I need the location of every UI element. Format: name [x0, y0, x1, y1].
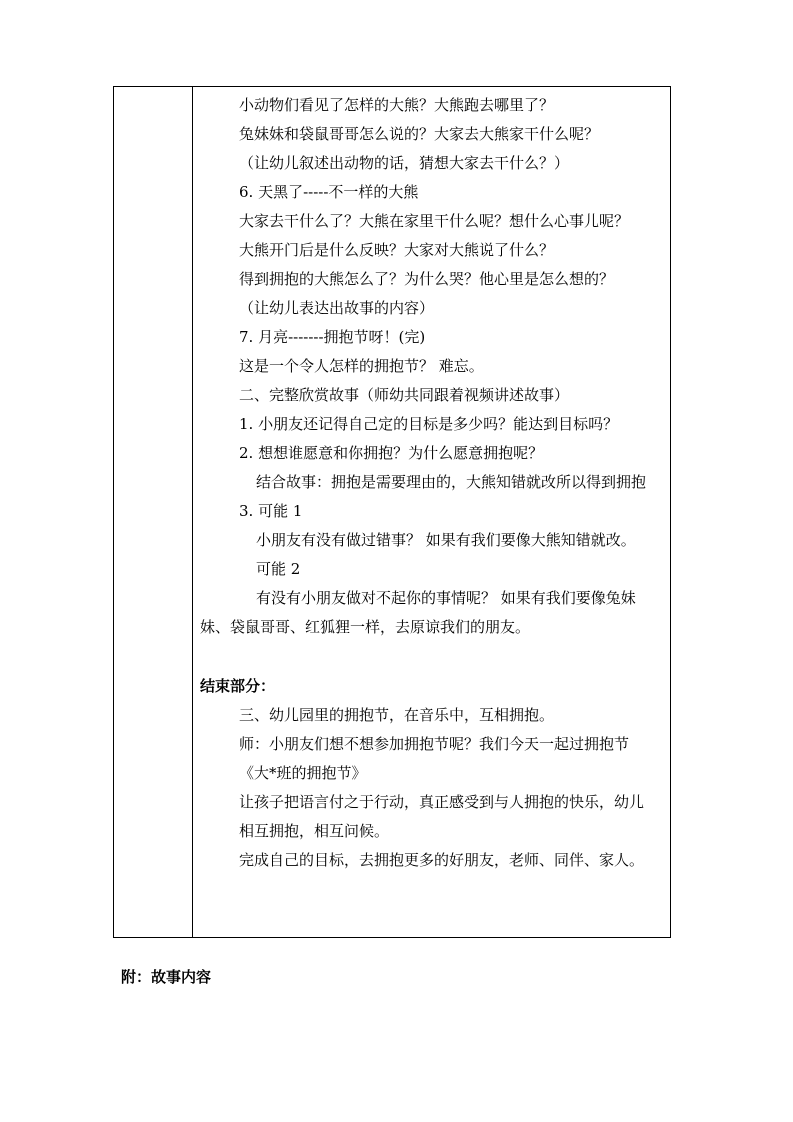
- ending-line: 《大*班的拥抱节》: [239, 764, 367, 782]
- lesson-line: 妹、袋鼠哥哥、红狐狸一样，去原谅我们的朋友。: [200, 618, 531, 636]
- appendix-heading: 附：故事内容: [121, 968, 212, 986]
- ending-line: 相互拥抱，相互问候。: [239, 822, 390, 840]
- lesson-line: 可能 2: [256, 560, 301, 578]
- lesson-line: 2. 想想谁愿意和你拥抱？为什么愿意拥抱呢？: [239, 444, 544, 462]
- lesson-line: 兔妹妹和袋鼠哥哥怎么说的？大家去大熊家干什么呢？: [239, 125, 600, 143]
- ending-line: 师：小朋友们想不想参加拥抱节呢？我们今天一起过拥抱节: [239, 735, 630, 753]
- ending-line: 三、幼儿园里的拥抱节，在音乐中，互相拥抱。: [239, 706, 555, 724]
- lesson-line: 结合故事：拥抱是需要理由的，大熊知错就改所以得到拥抱: [256, 473, 647, 491]
- lesson-line: 有没有小朋友做对不起你的事情呢？ 如果有我们要像兔妹: [256, 589, 636, 607]
- lesson-line: 7. 月亮-------拥抱节呀！(完): [239, 328, 426, 346]
- lesson-line: 二、完整欣赏故事（师幼共同跟着视频讲述故事）: [239, 386, 570, 404]
- lesson-line: （让幼儿叙述出动物的话，猜想大家去干什么？）: [239, 154, 570, 172]
- lesson-line: 小动物们看见了怎样的大熊？大熊跑去哪里了？: [239, 96, 555, 114]
- table-left-column: [114, 87, 193, 937]
- lesson-line: 这是一个令人怎样的拥抱节？ 难忘。: [239, 357, 484, 375]
- lesson-line: 大家去干什么了？大熊在家里干什么呢？想什么心事儿呢？: [239, 212, 630, 230]
- lesson-line: 得到拥抱的大熊怎么了？为什么哭？他心里是怎么想的？: [239, 270, 615, 288]
- lesson-line: 1. 小朋友还记得自己定的目标是多少吗？能达到目标吗？: [239, 415, 619, 433]
- lesson-line: 6. 天黑了-----不一样的大熊: [239, 183, 419, 201]
- lesson-line: 3. 可能 1: [239, 502, 303, 520]
- ending-line: 完成自己的目标，去拥抱更多的好朋友，老师、同伴、家人。: [239, 851, 645, 869]
- lesson-line: 大熊开门后是什么反映？大家对大熊说了什么？: [239, 241, 555, 259]
- lesson-line: 小朋友有没有做过错事？ 如果有我们要像大熊知错就改。: [256, 531, 636, 549]
- ending-line: 让孩子把语言付之于行动，真正感受到与人拥抱的快乐，幼儿: [239, 793, 645, 811]
- lesson-line: （让幼儿表达出故事的内容）: [239, 299, 435, 317]
- ending-heading: 结束部分：: [200, 677, 276, 695]
